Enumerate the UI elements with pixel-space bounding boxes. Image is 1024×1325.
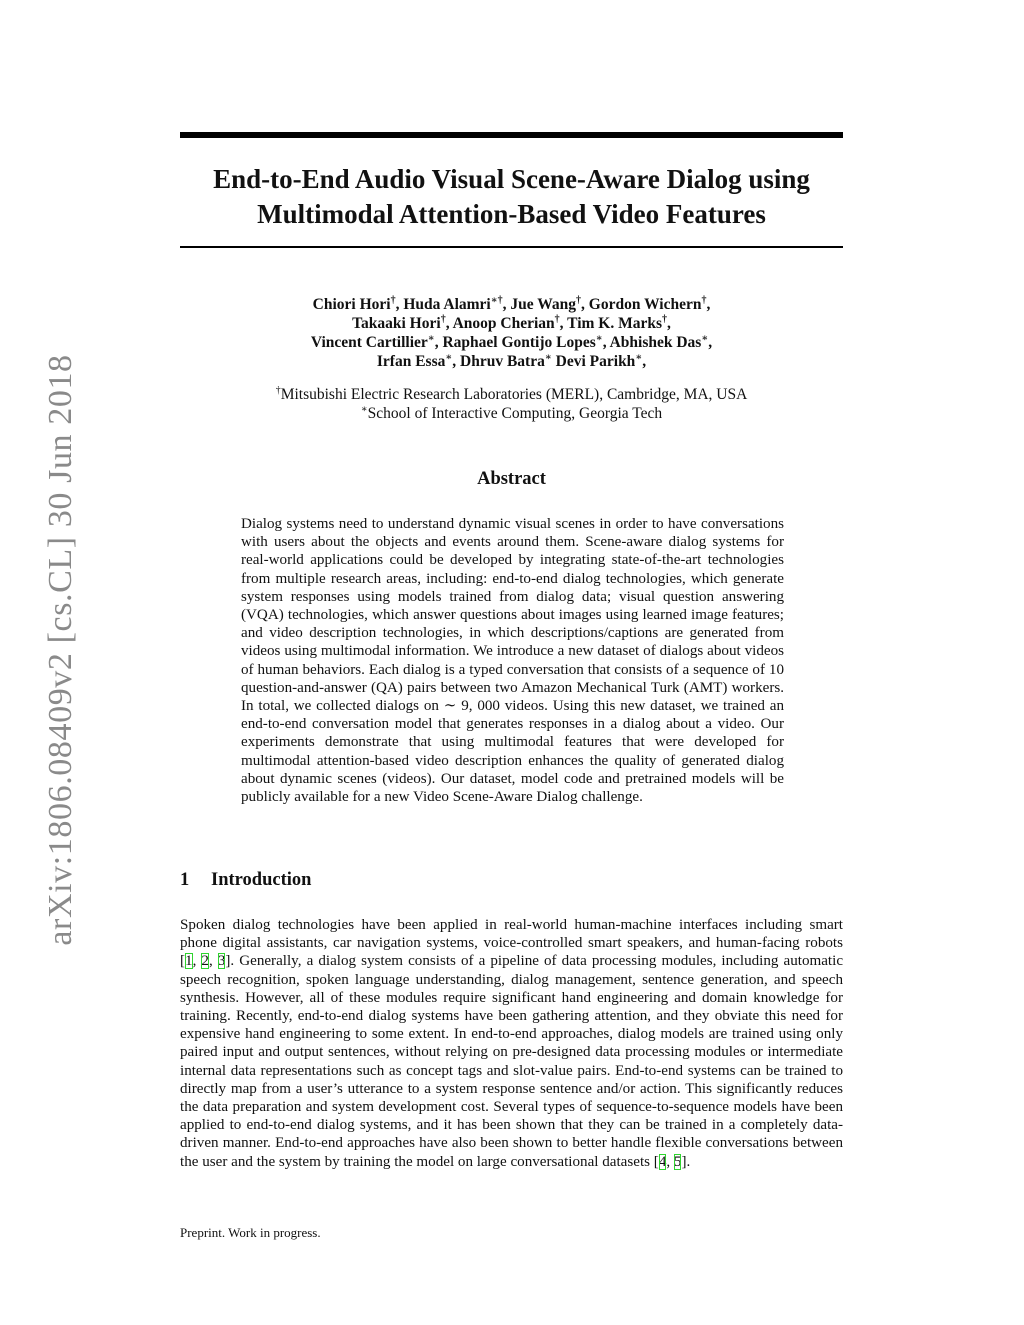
citation-link[interactable]: 3 (217, 953, 226, 970)
citation-link[interactable]: 5 (673, 1153, 682, 1170)
author-sep: , (602, 334, 610, 351)
author-name: Chiori Hori (312, 296, 391, 313)
author-mark: ∗ (701, 332, 709, 344)
author-sep: , (452, 353, 461, 370)
title-rule-top (180, 132, 843, 138)
intro-text: ]. Generally, a dialog system consists of a pipeline of data processing modules, including automatic speech recognition, spoken language understanding, dialog management, sentence generation, and speech synthesis. However, all of these modules require significant hand engineering and domain knowledge for training. Recently, end-to-end dialog systems have been gathering attention, and they obviate this need for expensive hand engineering to some extent. In end-to-end approaches, dialog models are trained using only paired input and output sentences, without relying on pre-designed data processing modules or intermediate internal data representations such as concept tags and slot-value pairs. End-to-end systems can be trained to directly map from a user’s utterance to a system response sentence and/or action. This significantly reduces the data preparation and system development cost. Several types of sequence-to-sequence models have been applied to end-to-end dialog systems, and it has been shown that they can be trained in a completely data-driven manner. End-to-end approaches have also been shown to better handle flexible conversations between the user and the system by training the model on large conversational datasets [ (180, 953, 844, 1170)
footer-note: Preprint. Work in progress. (180, 1225, 321, 1240)
author-mark: ∗ (544, 351, 552, 363)
citation-sep: , (666, 1153, 674, 1170)
author-name: Gordon Wichern (588, 296, 702, 313)
abstract-text: Dialog systems need to understand dynamic visual scenes in order to have conversations with users about the objects and events around them. Scene-aware dialog systems for real-world applications could be developed by integrating state-of-the-art technologies from multiple research areas, including: end-to-end dialog technologies, which generate system responses using models trained from dialog data; visual question answering (VQA) technologies, which answer questions about images using learned image features; and video description technologies, in which descriptions/captions are generated from videos using multimodal information. We introduce a new dataset of dialogs about videos of human behaviors. Each dialog is a typed conversation that consists of a sequence of 10 question-and-answer (QA) pairs between two Amazon Mechanical Turk (AMT) workers. In total, we collected dialogs on ∼ 9, 000 videos. Using this new dataset, we trained an end-to-end conversation model that generates responses in a dialog about a video. Our experiments demonstrate that using multimodal features that were developed for multimodal attention-based video description enhances the quality of generated dialog about dynamic scenes (videos). Our dataset, model code and pretrained models will be publicly available for a new Video Scene-Aware Dialog challenge. (241, 516, 784, 806)
introduction-paragraph (180, 916, 843, 1171)
author-line-2 (180, 314, 843, 333)
author-line-4 (180, 352, 843, 371)
author-name: Irfan Essa (376, 353, 446, 370)
author-name: Vincent Cartillier (310, 334, 428, 351)
section-heading-introduction (180, 870, 311, 891)
citation-link[interactable]: 2 (201, 953, 209, 970)
author-mark: † (554, 313, 560, 325)
author-list (180, 295, 843, 371)
affiliation-georgia-tech (180, 404, 843, 423)
author-name: Raphael Gontijo Lopes (442, 334, 596, 351)
author-line-1 (180, 295, 843, 314)
author-mark: † (662, 313, 668, 325)
author-mark: † (701, 294, 707, 306)
author-sep: , (581, 296, 589, 313)
author-mark: ∗ (635, 351, 643, 363)
author-name: Jue Wang (510, 296, 577, 313)
author-sep: , (502, 296, 511, 313)
author-name: Takaaki Hori (352, 315, 441, 332)
author-name: Huda Alamri (403, 296, 491, 313)
title-line-2: Multimodal Attention-Based Video Features (257, 199, 766, 229)
author-name: Dhruv Batra (460, 353, 545, 370)
author-mark: ∗ (595, 332, 603, 344)
author-mark: ∗ (445, 351, 453, 363)
title-line-1: End-to-End Audio Visual Scene-Aware Dialog using (213, 164, 810, 194)
author-name: Abhishek Das (609, 334, 702, 351)
author-name: Tim K. Marks (567, 315, 663, 332)
affiliations (180, 385, 843, 423)
author-sep: , (642, 353, 647, 370)
intro-text: Spoken dialog technologies have been applied in real-world human-machine interfaces including smart phone digital assistants, car navigation systems, voice-controlled smart speakers, and human-facing robots [ (180, 917, 843, 970)
author-line-3 (180, 333, 843, 352)
author-mark: ∗ (427, 332, 435, 344)
author-sep: , (434, 334, 443, 351)
author-sep: , (559, 315, 568, 332)
author-name: Devi Parikh (555, 353, 636, 370)
author-name: Anoop Cherian (452, 315, 555, 332)
author-sep: , (706, 296, 711, 313)
abstract-heading: Abstract (477, 469, 546, 489)
section-number: 1 (180, 870, 190, 890)
author-sep: , (445, 315, 453, 332)
affiliation-text: Mitsubishi Electric Research Laboratories (MERL), Cambridge, MA, USA (280, 386, 748, 403)
author-mark: † (440, 313, 446, 325)
author-mark: † (576, 294, 582, 306)
author-mark: ∗† (490, 294, 503, 306)
affiliation-text: School of Interactive Computing, Georgia Tech (367, 405, 663, 422)
intro-text: ]. (681, 1153, 691, 1170)
affiliation-mark: ∗ (360, 403, 368, 415)
citation-sep: , (192, 953, 202, 970)
author-sep: , (667, 315, 671, 332)
author-sep: , (708, 334, 713, 351)
affiliation-mark: † (275, 384, 281, 396)
paper-title (180, 162, 843, 232)
section-title: Introduction (211, 870, 312, 890)
affiliation-merl (180, 385, 843, 404)
author-sep: , (395, 296, 404, 313)
arxiv-stamp-container (0, 0, 79, 946)
title-rule-bottom (180, 246, 843, 248)
citation-link[interactable]: 1 (185, 953, 193, 970)
citation-sep: , (208, 953, 218, 970)
citation-link[interactable]: 4 (658, 1153, 667, 1170)
author-mark: † (390, 294, 396, 306)
arxiv-stamp: arXiv:1806.08409v2 [cs.CL] 30 Jun 2018 (42, 354, 79, 946)
